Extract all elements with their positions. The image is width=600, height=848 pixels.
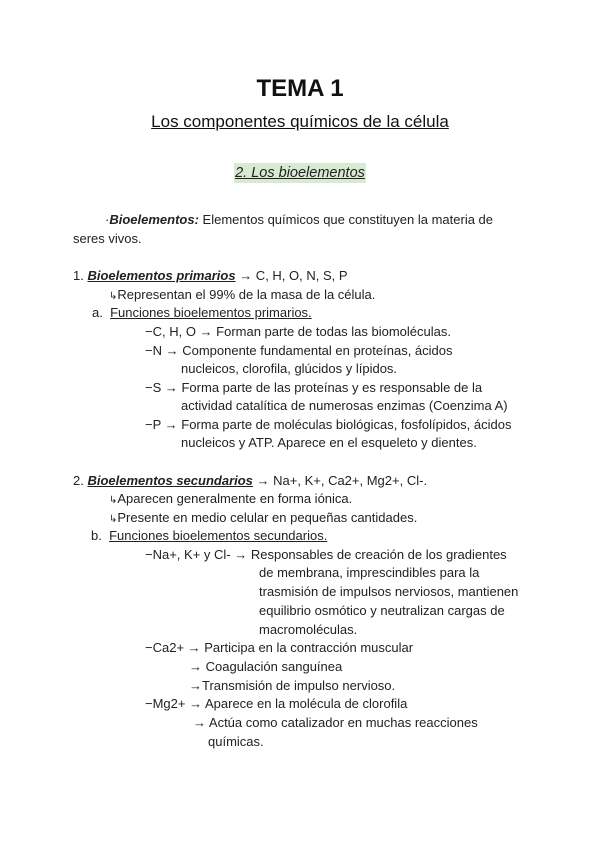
- secundarios-fn-letter: b.: [91, 528, 102, 543]
- intro-bullet: ·: [105, 212, 110, 227]
- primarios-term: Bioelementos primarios: [87, 268, 236, 283]
- primarios-item: actividad catalítica de numerosas enzimas (Coenzima A): [181, 398, 508, 413]
- secundarios-number: 2.: [73, 473, 84, 488]
- primarios-item: −S → Forma parte de las proteínas y es responsable de la: [145, 380, 483, 395]
- section-heading: 2. Los bioelementos: [235, 165, 365, 181]
- secundarios-item: →Transmisión de impulso nervioso.: [189, 678, 396, 693]
- secundarios-item: −Mg2+ → Aparece en la molécula de clorofila: [145, 696, 408, 711]
- secundarios-sub-2-text: Presente en medio celular en pequeñas cantidades.: [117, 510, 418, 525]
- primarios-heading: [73, 267, 348, 285]
- page-subtitle: Los componentes químicos de la célula: [151, 112, 449, 131]
- page-title: TEMA 1: [256, 75, 344, 102]
- secundarios-item: −Ca2+ → Participa en la contracción muscular: [145, 640, 414, 655]
- intro-line: [105, 211, 493, 229]
- secundarios-item: −Na+, K+ y Cl- → Responsables de creación de los gradientes: [145, 547, 507, 562]
- secundarios-sub-2: [109, 509, 417, 529]
- intro-text-1: Elementos químicos que constituyen la materia de: [198, 212, 494, 227]
- intro-term: Bioelementos:: [109, 212, 199, 227]
- primarios-item: nucleicos y ATP. Aparece en el esqueleto y dientes.: [181, 435, 477, 450]
- primarios-fn-label: Funciones bioelementos primarios.: [110, 305, 312, 320]
- secundarios-item: trasmisión de impulsos nerviosos, mantienen: [259, 584, 519, 599]
- secundarios-item: → Actúa como catalizador en muchas reacciones: [193, 715, 478, 730]
- arrow-return-icon: ↳: [109, 495, 118, 506]
- secundarios-item: químicas.: [208, 734, 264, 749]
- primarios-item: −C, H, O → Forman parte de todas las biomoléculas.: [145, 324, 451, 339]
- secundarios-sub-1-text: Aparecen generalmente en forma iónica.: [117, 491, 353, 506]
- secundarios-fn-label: Funciones bioelementos secundarios.: [109, 528, 328, 543]
- primarios-fn-letter: a.: [92, 305, 103, 320]
- secundarios-item: equilibrio osmótico y neutralizan cargas de: [259, 603, 505, 618]
- primarios-rest: → C, H, O, N, S, P: [235, 268, 348, 283]
- primarios-sub: [109, 286, 375, 306]
- primarios-functions-heading: [92, 304, 312, 322]
- primarios-item: −P → Forma parte de moléculas biológicas, fosfolípidos, ácidos: [145, 417, 512, 432]
- arrow-return-icon: ↳: [109, 291, 118, 302]
- primarios-item: −N → Componente fundamental en proteínas, ácidos: [145, 343, 453, 358]
- intro-text-2: seres vivos.: [73, 231, 142, 246]
- secundarios-sub-1: [109, 490, 352, 510]
- secundarios-heading: [73, 472, 427, 490]
- secundarios-item: → Coagulación sanguínea: [189, 659, 343, 674]
- primarios-sub-text: Representan el 99% de la masa de la célula.: [117, 287, 376, 302]
- secundarios-functions-heading: [91, 527, 327, 545]
- primarios-item: nucleicos, clorofila, glúcidos y lípidos.: [181, 361, 398, 376]
- secundarios-rest: → Na+, K+, Ca2+, Mg2+, Cl-.: [252, 473, 428, 488]
- secundarios-item: macromoléculas.: [259, 622, 358, 637]
- secundarios-item: de membrana, imprescindibles para la: [259, 565, 480, 580]
- arrow-return-icon: ↳: [109, 514, 118, 525]
- primarios-number: 1.: [73, 268, 84, 283]
- section-heading-wrap: [0, 163, 600, 183]
- secundarios-term: Bioelementos secundarios: [87, 473, 253, 488]
